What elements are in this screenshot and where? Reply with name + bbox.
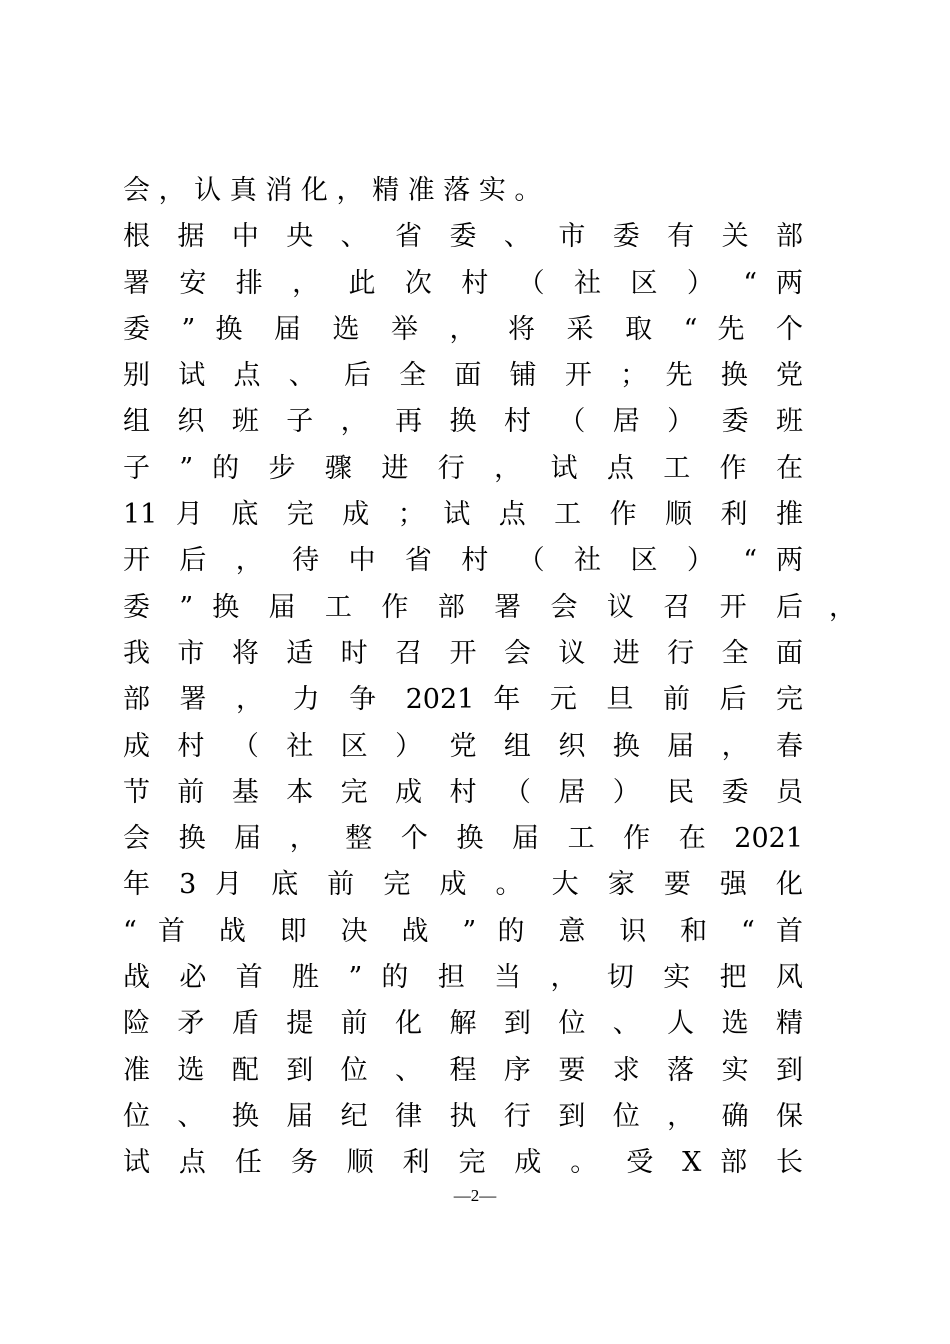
text-line: 成 村 （ 社 区 ） 党 组 织 换 届 ， 春 (123, 730, 803, 762)
text-line: 别 试 点 、 后 全 面 铺 开 ； 先 换 党 (123, 360, 803, 392)
text-line: 11 月 底 完 成 ； 试 点 工 作 顺 利 推 (123, 499, 803, 531)
text-line: 位 、 换 届 纪 律 执 行 到 位 ， 确 保 (123, 1100, 803, 1132)
text-line: 委 ” 换 届 工 作 部 署 会 议 召 开 后 ， (123, 585, 803, 631)
text-line: “ 首 战 即 决 战 ” 的 意 识 和 “ 首 (123, 915, 803, 947)
text-line: 委 ” 换 届 选 举 ， 将 采 取 “ 先 个 (123, 313, 803, 345)
page-number: —2— (453, 1186, 497, 1205)
overflow-comma: ， (829, 591, 856, 623)
text-line: 准 选 配 到 位 、 程 序 要 求 落 实 到 (123, 1054, 803, 1086)
text-line: 组 织 班 子 ， 再 换 村 （ 居 ） 委 班 (123, 406, 803, 438)
text-line: 战 必 首 胜 ” 的 担 当 ， 切 实 把 风 (123, 962, 803, 994)
text-line: 部 署 ， 力 争 2021 年 元 旦 前 后 完 (123, 684, 803, 716)
text-line: 年 3 月 底 前 完 成 。 大 家 要 强 化 (123, 869, 803, 901)
text-line: 根 据 中 央 、 省 委 、 市 委 有 关 部 (123, 221, 803, 253)
text-line: 险 矛 盾 提 前 化 解 到 位 、 人 选 精 (123, 1008, 803, 1040)
text-line: 开 后 ， 待 中 省 村 （ 社 区 ） “ 两 (123, 545, 803, 577)
text-line: 会 ， 认 真 消 化 ， 精 准 落 实 。 (123, 175, 542, 206)
text-line: 子 ” 的 步 骤 进 行 ， 试 点 工 作 在 (123, 452, 803, 484)
text-line: 试 点 任 务 顺 利 完 成 。 受 X 部 长 (123, 1147, 803, 1179)
text-line: 节 前 基 本 完 成 村 （ 居 ） 民 委 员 (123, 776, 803, 808)
text-line: 我 市 将 适 时 召 开 会 议 进 行 全 面 (123, 637, 803, 669)
text-line: 署 安 排 ， 此 次 村 （ 社 区 ） “ 两 (123, 267, 803, 299)
text-line: 会 换 届 ， 整 个 换 届 工 作 在 2021 (123, 823, 803, 855)
body-text (123, 168, 856, 1187)
